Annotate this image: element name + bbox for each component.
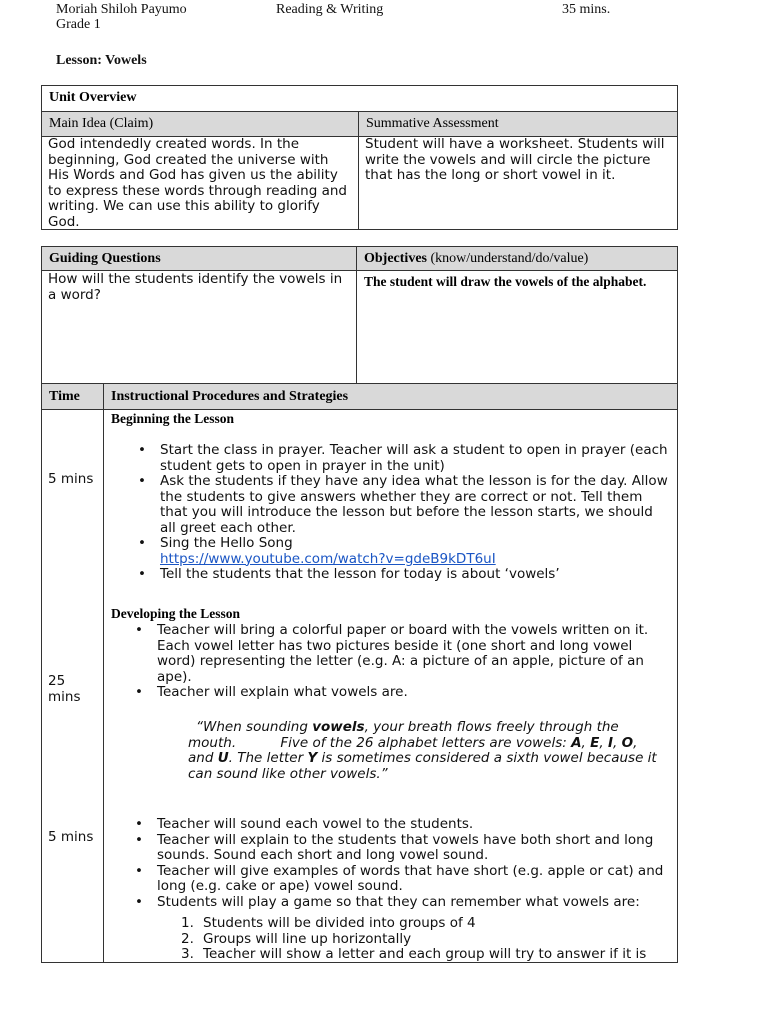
list-item: 3. Teacher will show a letter and each group will try to answer if it is bbox=[181, 946, 647, 962]
list-item: • Teacher will give examples of words that have short (e.g. apple or cat) and long (e.g. cake or ape) vowel sound. bbox=[157, 864, 669, 895]
list-item: • Teacher will explain what vowels are. bbox=[157, 685, 662, 701]
game-steps-list bbox=[181, 915, 673, 963]
list-item: • Teacher will sound each vowel to the students. bbox=[157, 817, 669, 833]
lesson-label: Lesson: bbox=[56, 53, 102, 68]
objective-text: The student will draw the vowels of the alphabet. bbox=[364, 274, 647, 289]
divider bbox=[41, 111, 678, 112]
summative-assessment-header: Summative Assessment bbox=[366, 116, 499, 131]
time-closing: 5 mins bbox=[48, 829, 94, 845]
lesson-title bbox=[56, 53, 147, 69]
time-header: Time bbox=[49, 389, 80, 404]
beginning-list bbox=[160, 443, 672, 583]
divider bbox=[103, 383, 104, 963]
list-item: • Teacher will bring a colorful paper or board with the vowels written on it. Each vowel letter has two pictures beside it (one short and long vowel word) representing the letter (e.g. A: a picture of an apple, picture of an ape). bbox=[157, 623, 662, 685]
duration-label: 35 mins. bbox=[562, 2, 611, 17]
beginning-lesson-title: Beginning the Lesson bbox=[111, 411, 235, 426]
divider bbox=[41, 409, 678, 410]
list-item: • Start the class in prayer. Teacher will ask a student to open in prayer (each student gets to open in prayer in the unit) bbox=[160, 443, 672, 474]
activities-list bbox=[157, 817, 669, 910]
grade-label: Grade 1 bbox=[56, 17, 101, 32]
lesson-name: Vowels bbox=[105, 53, 147, 68]
main-idea-header: Main Idea (Claim) bbox=[49, 116, 154, 131]
divider bbox=[356, 246, 357, 383]
list-item: 2. Groups will line up horizontally bbox=[181, 930, 412, 947]
teacher-name: Moriah Shiloh Payumo bbox=[56, 2, 187, 17]
guiding-question-text: How will the students identify the vowels in a word? bbox=[48, 271, 343, 303]
subject-label: Reading & Writing bbox=[276, 2, 384, 17]
list-item: • Tell the students that the lesson for today is about ‘vowels’ bbox=[160, 567, 672, 583]
hello-song-label: Sing the Hello Song bbox=[160, 535, 293, 551]
list-item bbox=[160, 536, 672, 567]
objectives-header-bold: Objectives bbox=[364, 251, 427, 266]
summative-assessment-text: Student will have a worksheet. Students will write the vowels and will circle the picture that has the long or short vowel in it. bbox=[365, 136, 665, 183]
list-item: 1. Students will be divided into groups of 4 bbox=[181, 915, 476, 931]
unit-overview-heading: Unit Overview bbox=[49, 90, 137, 105]
objectives-header bbox=[364, 251, 588, 267]
list-item: • Students will play a game so that they can remember what vowels are: bbox=[157, 895, 669, 911]
hello-song-link[interactable]: https://www.youtube.com/watch?v=gdeB9kDT6uI bbox=[160, 550, 496, 567]
procedures-header: Instructional Procedures and Strategies bbox=[111, 389, 349, 404]
divider bbox=[358, 111, 359, 230]
developing-lesson-title: Developing the Lesson bbox=[111, 606, 241, 621]
objectives-header-rest: (know/understand/do/value) bbox=[426, 251, 589, 266]
list-item: • Ask the students if they have any idea what the lesson is for the day. Allow the students to give answers whether they are correct or not. Tell them that you will introduce the lesson but before the lesson starts, we should all greet each other. bbox=[160, 474, 672, 536]
developing-list bbox=[157, 623, 662, 701]
time-beginning: 5 mins bbox=[48, 471, 94, 487]
main-idea-text: God intendedly created words. In the beginning, God created the universe with His Words and God has given us the ability to express these words through reading and writing. We can use this ability to glorify God. bbox=[48, 136, 347, 230]
time-developing: 25 mins bbox=[48, 673, 81, 705]
vowel-definition-quote: “When sounding vowels, your breath flows freely through the mouth. Five of the 26 alphabet letters are vowels: A, E, I, O, and U. The letter Y is sometimes considered a sixth vowel because it can sound like other vowels.” bbox=[188, 719, 657, 782]
guiding-questions-header: Guiding Questions bbox=[49, 251, 161, 266]
list-item: • Teacher will explain to the students that vowels have both short and long sounds. Sound each short and long vowel sound. bbox=[157, 833, 669, 864]
